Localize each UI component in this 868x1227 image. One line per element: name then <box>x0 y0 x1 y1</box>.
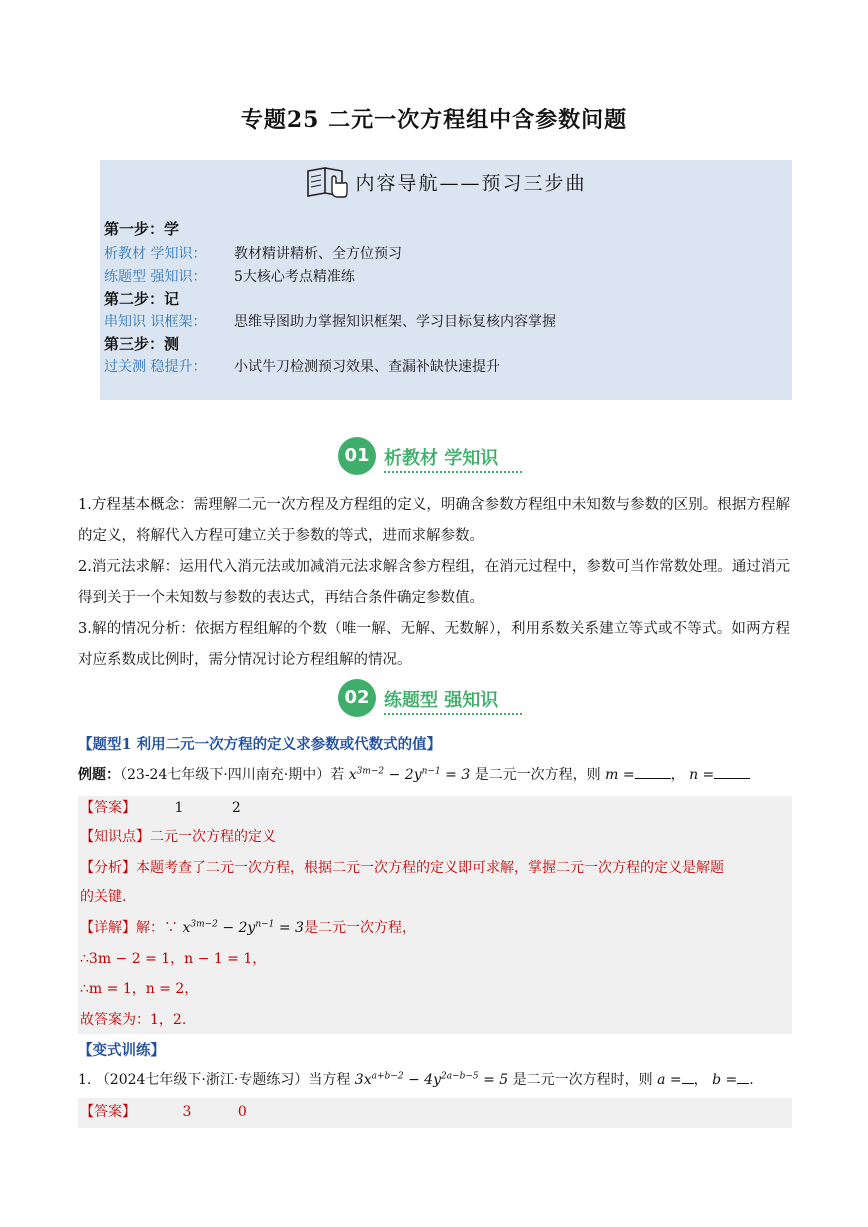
section-underline <box>384 713 522 715</box>
detail-post: 是二元一次方程， <box>303 920 416 936</box>
nav-line-4 <box>104 356 500 376</box>
step-1: 第一步：学 <box>104 220 180 238</box>
paragraph-1: 1.方程基本概念：需理解二元一次方程及方程组的定义，明确含参数方程组中未知数与参数的区别。根据方程解的定义，将解代入方程可建立关于参数的等式，进而求解参数。 <box>78 497 790 544</box>
detail-line <box>80 917 416 937</box>
nav-line-3-label: 串知识 识框架： <box>104 314 207 330</box>
a-blank <box>682 1071 694 1084</box>
b-blank <box>737 1071 749 1084</box>
b-equals: b = <box>712 1072 738 1088</box>
variant-equation: $3x^{a+b-2} - 4y^{2a-b-5} = 5$ <box>354 1071 509 1088</box>
detail-equation: $x^{3m-2} - 2y^{n-1} = 3$ <box>182 919 304 936</box>
section-number: 01 <box>338 437 376 475</box>
example-source: （23-24七年级下·四川南充·期中）若 <box>120 767 345 783</box>
analysis-line-2: 的关键. <box>80 889 127 905</box>
section-underline <box>384 471 522 473</box>
nav-line-3-desc: 思维导图助力掌握知识框架、学习目标复核内容掌握 <box>234 314 556 330</box>
variant-q1-pre: 1. （2024七年级下·浙江·专题练习）当方程 <box>78 1072 351 1088</box>
navigation-header-text: 内容导航——预习三步曲 <box>355 172 587 195</box>
solution-line-b: ∴m = 1，n = 2， <box>80 981 199 997</box>
step-2: 第二步：记 <box>104 290 180 308</box>
detail-pre: 解：∵ <box>136 920 178 936</box>
variant-q1-post: 是二元一次方程时，则 <box>512 1072 653 1088</box>
answer-value-2: 2 <box>231 800 241 816</box>
knowledge-point <box>80 826 276 846</box>
n-blank <box>714 766 750 779</box>
section-badge-01 <box>338 437 538 477</box>
concept-paragraphs <box>78 490 790 676</box>
paragraph-3: 3.解的情况分析：依据方程组解的个数（唯一解、无解、无数解），利用系数关系建立等式或不等式。如两方程对应系数成比例时，需分情况讨论方程组解的情况。 <box>78 621 790 668</box>
answer-tag: 【答案】 <box>80 800 136 816</box>
step-3: 第三步：测 <box>104 335 180 353</box>
nav-line-2-desc: 5大核心考点精准练 <box>234 269 355 285</box>
example-label: 例题： <box>78 767 120 783</box>
example-question: 例题：（23-24七年级下·四川南充·期中）若 $x^{3m-2} - 2y^{n-1} = 3$ 是二元一次方程，则 m = ， n = <box>78 764 750 784</box>
nav-line-4-label: 过关测 稳提升： <box>104 359 207 375</box>
nav-line-2 <box>104 266 355 286</box>
variant-question-1: 1. （2024七年级下·浙江·专题练习）当方程 $3x^{a+b-2} - 4y^{2a-b-5} = 5$ 是二元一次方程时，则 a = ， b = . <box>78 1071 754 1088</box>
variant-answer-line <box>80 1101 247 1121</box>
example-tail: 是二元一次方程，则 <box>474 767 601 783</box>
nav-line-3 <box>104 311 556 331</box>
analysis-text-1: 本题考查了二元一次方程，根据二元一次方程的定义即可求解，掌握二元一次方程的定义是解题 <box>136 860 724 876</box>
book-icon <box>305 165 349 204</box>
a-equals: a = <box>657 1072 682 1088</box>
n-equals: n = <box>689 767 715 783</box>
nav-line-1-label: 析教材 学知识： <box>104 246 207 262</box>
analysis-line-1 <box>80 857 724 877</box>
solution-line-a: ∴3m − 2 = 1，n − 1 = 1， <box>80 951 267 967</box>
knowledge-tag: 【知识点】 <box>80 829 150 845</box>
section-number: 02 <box>338 679 376 717</box>
variant-answer-tag: 【答案】 <box>80 1104 136 1120</box>
answer-line <box>80 797 241 817</box>
section-badge-02 <box>338 679 538 719</box>
variant-answer-1: 3 <box>182 1104 192 1120</box>
nav-line-1-desc: 教材精讲精析、全方位预习 <box>234 246 402 262</box>
section-label: 练题型 强知识 <box>384 690 499 711</box>
paragraph-2: 2.消元法求解：运用代入消元法或加减消元法求解含参方程组，在消元过程中，参数可当作常数处理。通过消元得到关于一个未知数与参数的表达式，再结合条件确定参数值。 <box>78 559 790 606</box>
type-1-title: 【题型1 利用二元一次方程的定义求参数或代数式的值】 <box>78 736 442 753</box>
page-title: 专题25 二元一次方程组中含参数问题 <box>240 107 628 133</box>
analysis-tag: 【分析】 <box>80 860 136 876</box>
detail-tag: 【详解】 <box>80 920 136 936</box>
nav-line-2-label: 练题型 强知识： <box>104 269 207 285</box>
nav-line-1 <box>104 243 402 263</box>
section-label: 析教材 学知识 <box>384 448 499 469</box>
variant-answer-2: 0 <box>237 1104 247 1120</box>
nav-line-4-desc: 小试牛刀检测预习效果、查漏补缺快速提升 <box>234 359 500 375</box>
m-equals: m = <box>605 767 635 783</box>
m-blank <box>635 766 671 779</box>
answer-value-1: 1 <box>174 800 184 816</box>
variant-title: 【变式训练】 <box>78 1042 165 1059</box>
navigation-header <box>100 165 792 204</box>
solution-line-c: 故答案为：1，2. <box>80 1012 187 1028</box>
knowledge-text: 二元一次方程的定义 <box>150 829 276 845</box>
example-equation: $x^{3m-2} - 2y^{n-1} = 3$ <box>348 766 471 783</box>
